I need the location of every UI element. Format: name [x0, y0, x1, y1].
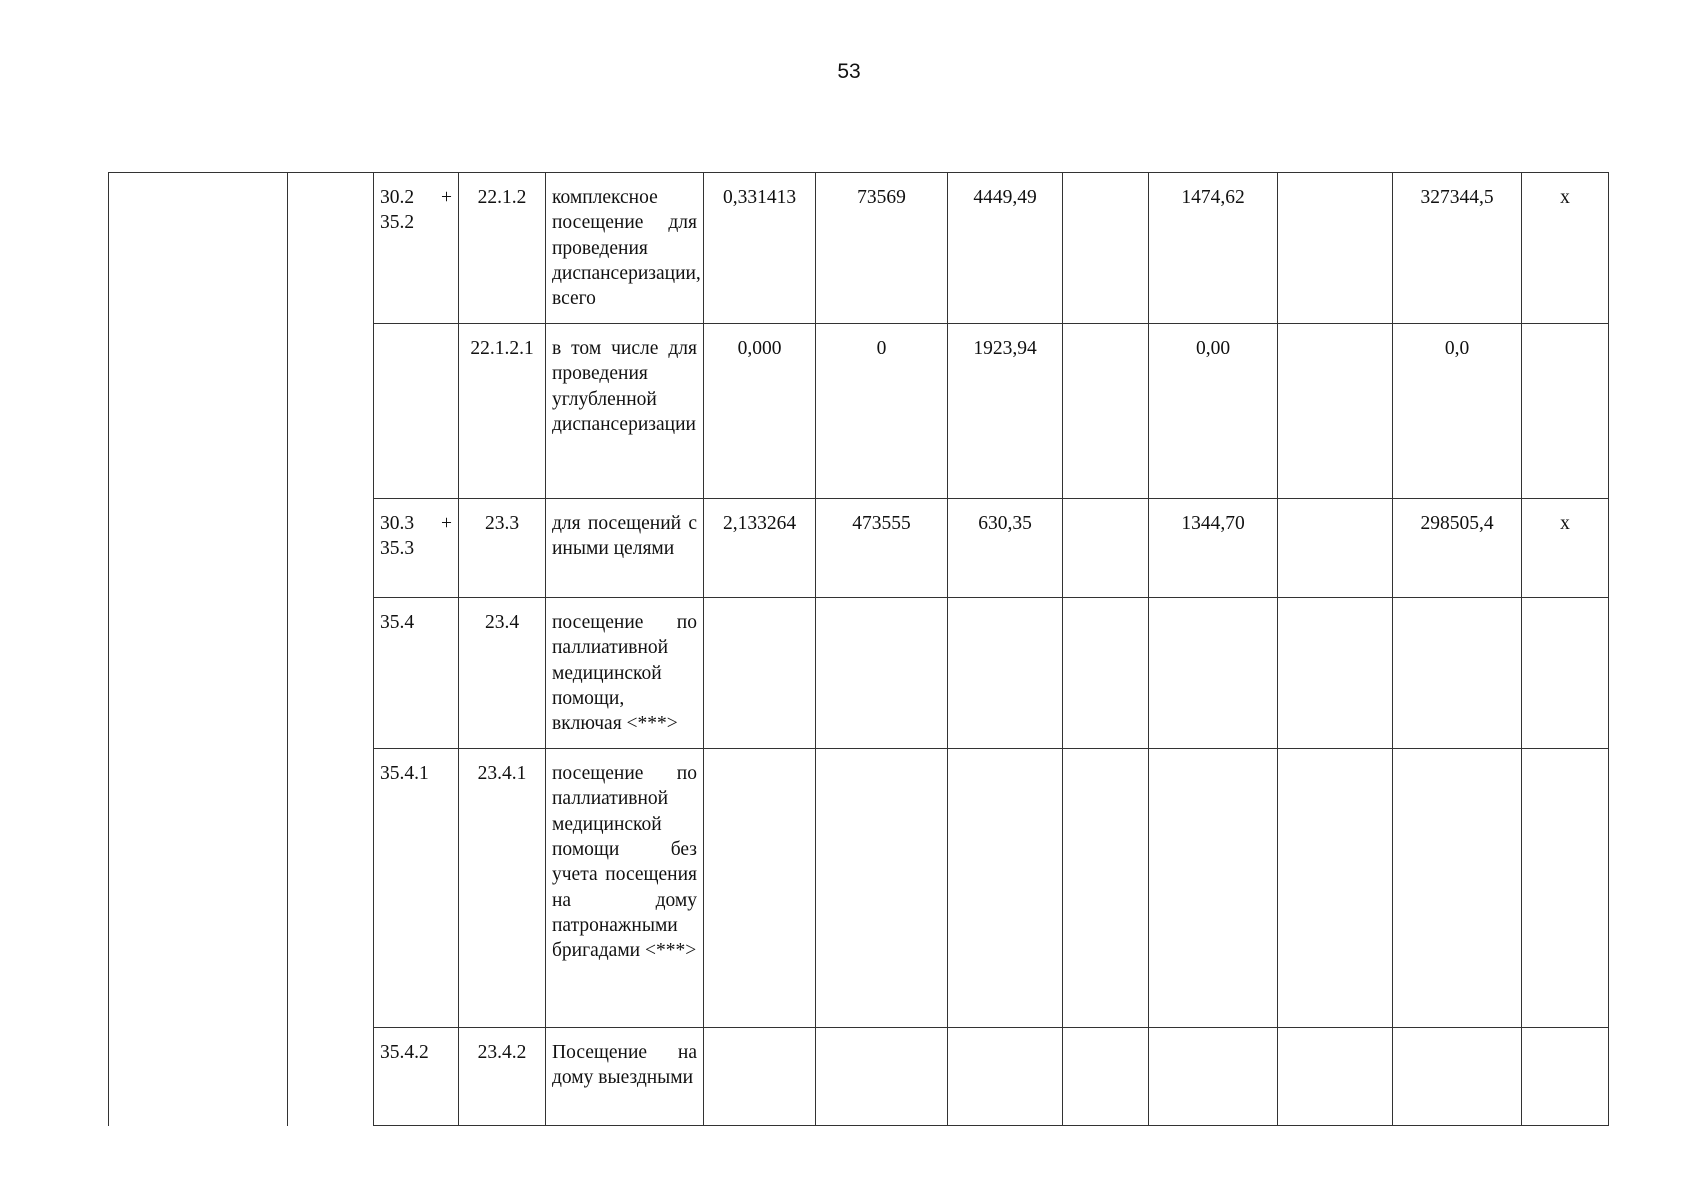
value-cell [1063, 1028, 1149, 1126]
value-cell [816, 598, 948, 749]
value-cell [704, 749, 816, 1028]
value-cell [948, 598, 1063, 749]
value-cell: 0,331413 [704, 173, 816, 324]
value-cell [1149, 1028, 1278, 1126]
value-cell [1278, 499, 1393, 598]
code-a-cell: 30.3 + 35.3 [374, 499, 459, 598]
value-cell: 1474,62 [1149, 173, 1278, 324]
value-cell: 0 [816, 324, 948, 499]
code-a-cell: 35.4.2 [374, 1028, 459, 1126]
value-cell: 4449,49 [948, 173, 1063, 324]
code-b-cell: 22.1.2.1 [459, 324, 546, 499]
name-cell: посещение по паллиативной медицинской помощи, включая <***> [546, 598, 704, 749]
value-cell: х [1522, 173, 1609, 324]
value-cell [704, 598, 816, 749]
blank-column-1 [109, 173, 288, 1126]
value-cell [1278, 598, 1393, 749]
value-cell: х [1522, 499, 1609, 598]
value-cell [1149, 749, 1278, 1028]
code-a-cell [374, 324, 459, 499]
code-b-cell: 23.4 [459, 598, 546, 749]
value-cell [1522, 749, 1609, 1028]
value-cell [816, 749, 948, 1028]
value-cell [1393, 1028, 1522, 1126]
name-cell: для посещений с иными целями [546, 499, 704, 598]
value-cell: 0,00 [1149, 324, 1278, 499]
code-b-cell: 22.1.2 [459, 173, 546, 324]
code-a-cell: 35.4.1 [374, 749, 459, 1028]
code-b-cell: 23.3 [459, 499, 546, 598]
value-cell: 327344,5 [1393, 173, 1522, 324]
value-cell [1278, 324, 1393, 499]
blank-column-2 [288, 173, 374, 1126]
name-cell: комплексное посещение для проведения диспансеризации, всего [546, 173, 704, 324]
value-cell: 0,000 [704, 324, 816, 499]
value-cell [1063, 499, 1149, 598]
code-a-cell: 30.2 + 35.2 [374, 173, 459, 324]
value-cell [1063, 749, 1149, 1028]
value-cell [1522, 598, 1609, 749]
name-cell: Посещение на дому выездными [546, 1028, 704, 1126]
code-a-cell: 35.4 [374, 598, 459, 749]
value-cell [1063, 324, 1149, 499]
data-table [108, 172, 1609, 1126]
value-cell [704, 1028, 816, 1126]
value-cell [948, 1028, 1063, 1126]
table-row [109, 173, 1609, 324]
value-cell: 0,0 [1393, 324, 1522, 499]
value-cell [1393, 749, 1522, 1028]
value-cell: 473555 [816, 499, 948, 598]
value-cell: 73569 [816, 173, 948, 324]
value-cell [1522, 324, 1609, 499]
name-cell: посещение по паллиативной медицинской помощи без учета посещения на дому патронажными бригадами <***> [546, 749, 704, 1028]
value-cell [1278, 1028, 1393, 1126]
code-b-cell: 23.4.2 [459, 1028, 546, 1126]
value-cell: 630,35 [948, 499, 1063, 598]
value-cell [948, 749, 1063, 1028]
value-cell: 1344,70 [1149, 499, 1278, 598]
value-cell [1522, 1028, 1609, 1126]
value-cell: 1923,94 [948, 324, 1063, 499]
page-number: 53 [837, 60, 861, 83]
code-b-cell: 23.4.1 [459, 749, 546, 1028]
value-cell [1063, 598, 1149, 749]
value-cell [1278, 173, 1393, 324]
value-cell: 298505,4 [1393, 499, 1522, 598]
name-cell: в том числе для проведения углубленной диспансеризации [546, 324, 704, 499]
value-cell [1393, 598, 1522, 749]
value-cell [1278, 749, 1393, 1028]
value-cell [1063, 173, 1149, 324]
value-cell: 2,133264 [704, 499, 816, 598]
value-cell [1149, 598, 1278, 749]
value-cell [816, 1028, 948, 1126]
